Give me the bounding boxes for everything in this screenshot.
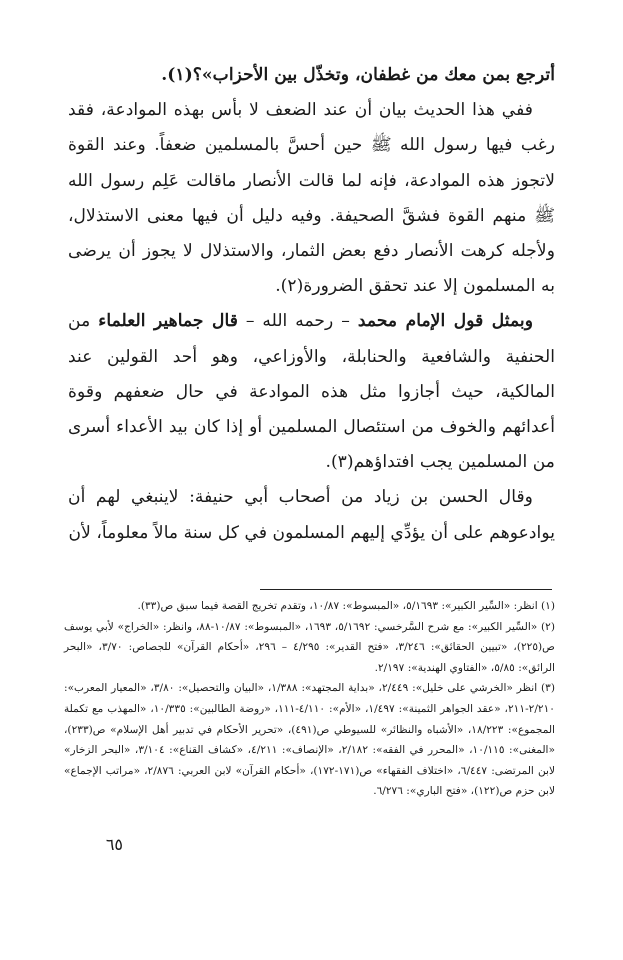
page-number: ٦٥	[105, 835, 123, 854]
footnote-3: (٣) انظر «الخرشي على خليل»: ٢/٤٤٩، «بداية المجتهد»: ١/٣٨٨، «البيان والتحصيل»: ٣/٨٠، «المعيار المعرب»: ٢/٢١٠-٢١١، «عقد الجواهر الثمينة»: ١/٤٩٧، «الأم»: ٤/١١٠-١١١، «روضة الطالبين»: ١٠/٣٣٥، «المهذب مع تكملة المجموع»: ١٨/٢٢٣، «الأشباه والنظائر» للسيوطي ص(٤٩١)، «تحرير الأحكام في تدبير أهل الإسلام» ص(٢٣٣)، «المغنى»: ١٠/١١٥، «المحرر في الفقه»: ٢/١٨٢، «الإنصاف»: ٤/٢١١، «كشاف القناع»: ٣/١٠٤، «البحر الزخار» لابن المرتضى: ٦/٤٤٧، «اختلاف الفقهاء» ص(١٧١-١٧٢)، «أحكام القرآن» لابن العربي: ٢/٨٧٦، «مراتب الإجماع» لابن حزم ص(١٢٢)، «فتح الباري»: ٦/٢٧٦.	[64, 682, 555, 798]
scholars-rest: من الحنفية والشافعية والحنابلة، والأوزاعي، وهو أحد القولين عند المالكية، حيث أجازوا مثل هذه الموادعة في حال ضعفهم وقوة أعدائهم والخوف من استئصال المسلمين أو إذا كان بيد الأعداء أسرى من المسلمين يجب افتداؤهم(٣).	[68, 311, 555, 473]
paragraph-hadith-end: أترجع بمن معك من غطفان، وتخذّل بين الأحزاب»؟(١).	[161, 65, 555, 85]
paragraph-commentary: ففي هذا الحديث بيان أن عند الضعف لا بأس بهذه الموادعة، فقد رغب فيها رسول الله ﷺ حين أحسَّ بالمسلمين ضعفاً. وعند القوة لاتجوز هذه الموادعة، فإنه لما قالت الأنصار ماقالت عَلِم رسول الله ﷺ منهم القوة فشقَّ الصحيفة. وفيه دليل أن فيها معنى الاستذلال، ولأجله كرهت الأنصار دفع بعض الثمار، والاستذلال لا يجوز أن يرضى به المسلمون إلا عند تحقق الضرورة(٢).	[68, 100, 555, 297]
paragraph-hasan: وقال الحسن بن زياد من أصحاب أبي حنيفة: لاينبغي لهم أن يوادعوهم على أن يؤدِّي إليهم المسلمون في كل سنة مالاً معلوماً، لأن	[68, 487, 555, 543]
footnotes	[64, 596, 555, 802]
scholars-lead: وبمثل قول الإمام محمد	[357, 311, 533, 332]
scholars-majority: قال جماهير العلماء	[98, 311, 238, 332]
scholars-mid: – رحمه الله –	[237, 311, 358, 332]
footnote-2: (٢) «السِّير الكبير»: مع شرح السَّرخسي: ٥/١٦٩٢، ١٦٩٣، «المبسوط»: ١٠/٨٧-٨٨، وانظر: «الخراج» لأبي يوسف ص(٢٢٥)، «تبيين الحقائق»: ٣/٢٤٦، «فتح القدير»: ٤/٢٩٥ – ٢٩٦، «أحكام القرآن» للجصاص: ٣/٧٠، «البحر الرائق»: ٥/٨٥، «الفتاوي الهندية»: ٢/١٩٧.	[64, 620, 555, 674]
footnote-1: (١) انظر: «السِّير الكبير»: ٥/١٦٩٣، «المبسوط»: ١٠/٨٧، وتقدم تخريج القصة فيما سبق ص(٣٣).	[137, 600, 555, 612]
main-text	[68, 58, 555, 551]
paragraph-scholars	[68, 304, 555, 480]
footnote-divider	[260, 589, 552, 590]
